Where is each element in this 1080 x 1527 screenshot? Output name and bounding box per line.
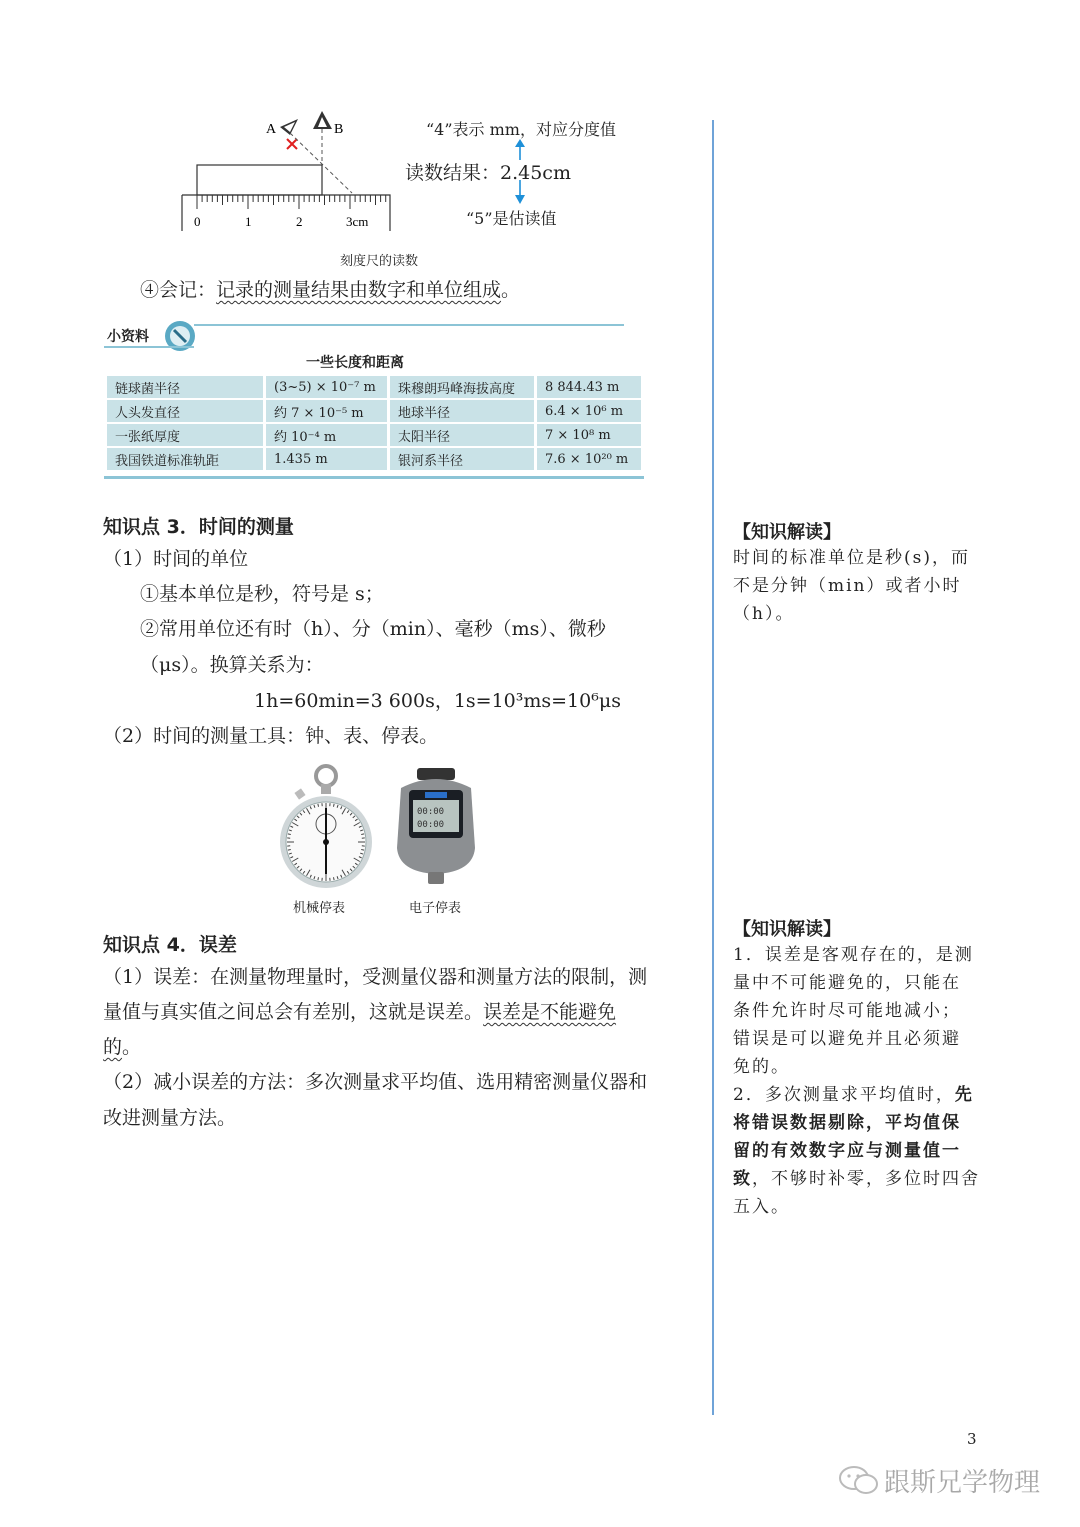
sidebar2-line: 五入。 <box>733 1197 790 1217</box>
section3-formula: 1h=60min=3 600s，1s=10³ms=10⁶μs <box>254 690 621 712</box>
note-top: “4”表示 mm，对应分度值 <box>426 120 616 139</box>
section3-p1: （1）时间的单位 <box>103 548 249 570</box>
table-cell: 人头发直径 <box>107 400 263 422</box>
step4-text <box>140 273 520 308</box>
sidebar2-bold: 致 <box>733 1169 752 1189</box>
dial-tick <box>361 834 364 835</box>
section4-p2b: 误差是不能避免 <box>483 1001 617 1023</box>
sidebar2-bold: 留的有效数字应与测量值一 <box>733 1141 961 1161</box>
watermark-text: 跟斯兄学物理 <box>884 1468 1041 1498</box>
sidebar-note-1 <box>733 518 983 628</box>
length-table <box>104 374 644 479</box>
step4-suffix: 。 <box>501 279 521 301</box>
dial-tick <box>333 804 334 807</box>
table-cell: 太阳半径 <box>390 424 534 446</box>
caption-mechanical: 机械停表 <box>293 901 346 916</box>
table-cell: 1.435 m <box>266 448 387 470</box>
sidebar2-line: 量中不可能避免的，只能在 <box>733 973 961 993</box>
label-a: A <box>266 122 277 137</box>
section4-p2a: 量值与真实值之间总会有差别，这就是误差。 <box>103 1001 484 1023</box>
page-number: 3 <box>967 1430 977 1448</box>
table-cell: 约 7 × 10⁻⁵ m <box>266 400 387 422</box>
eye-a-icon <box>280 119 298 135</box>
section4-p2 <box>103 995 616 1030</box>
dial-tick <box>318 877 319 880</box>
svg-text:00:00: 00:00 <box>417 820 445 830</box>
wechat-icon <box>838 1464 880 1496</box>
measured-object <box>197 165 322 195</box>
table-cell: 约 10⁻⁴ m <box>266 424 387 446</box>
step4-underlined: 记录的测量结果由数字和单位组成 <box>216 279 502 301</box>
sidebar2-text: ，不够时补零，多位时四舍 <box>752 1169 980 1189</box>
section4-title: 知识点 4．误差 <box>103 934 237 956</box>
section3-title: 知识点 3．时间的测量 <box>103 516 294 538</box>
tick-1: 1 <box>245 214 252 229</box>
section4-p3 <box>103 1030 141 1065</box>
sidebar1-head: 【知识解读】 <box>733 522 841 543</box>
mechanical-stopwatch-icon <box>276 762 376 892</box>
caption-electronic: 电子停表 <box>409 901 462 916</box>
table-cell: 7.6 × 10²⁰ m <box>537 448 641 470</box>
dial-tick <box>361 849 364 850</box>
table-cell: (3~5) × 10⁻⁷ m <box>266 376 387 398</box>
reading-result: 读数结果：2.45cm <box>405 162 571 184</box>
eye-b-icon <box>313 111 332 129</box>
sidebar1-line: 不是分钟（min）或者小时 <box>733 576 962 596</box>
sidebar2-bold: 先 <box>954 1085 974 1105</box>
sidebar2-bold: 将错误数据剔除，平均值保 <box>733 1113 961 1133</box>
tick-2: 2 <box>296 214 303 229</box>
table-cell: 地球半径 <box>390 400 534 422</box>
note-bottom: “5”是估读值 <box>466 209 557 228</box>
table-cell: 6.4 × 10⁶ m <box>537 400 641 422</box>
tick-3cm: 3cm <box>346 214 369 229</box>
table-cell: 珠穆朗玛峰海拔高度 <box>390 376 534 398</box>
section4-p5: 改进测量方法。 <box>103 1107 237 1129</box>
table-row <box>107 448 641 470</box>
dial-tick <box>288 834 291 835</box>
watermark <box>838 1462 1048 1498</box>
table-cell: 银河系半径 <box>390 448 534 470</box>
electronic-stopwatch-icon <box>395 768 477 888</box>
tick-0: 0 <box>194 214 201 229</box>
section4-p3b: 。 <box>122 1036 142 1058</box>
sidebar2-line: 条件允许时尽可能地减小； <box>733 1001 961 1021</box>
info-badge: 小资料 <box>107 329 149 345</box>
sidebar2-line: 错误是可以避免并且必须避 <box>733 1029 961 1049</box>
section3-p2: ①基本单位是秒，符号是 s； <box>140 583 384 605</box>
table-cell: 我国铁道标准轨距 <box>107 448 263 470</box>
dial-tick <box>333 877 334 880</box>
sidebar2-head: 【知识解读】 <box>733 919 841 940</box>
sidebar2-line <box>733 1081 983 1109</box>
sidebar2-text: 2．多次测量求平均值时， <box>733 1085 955 1105</box>
section4-p1: （1）误差：在测量物理量时，受测量仪器和测量方法的限制，测 <box>103 966 648 988</box>
table-cell: 7 × 10⁸ m <box>537 424 641 446</box>
section3-p4: （μs）。换算关系为： <box>140 654 324 676</box>
step4-prefix: ④会记： <box>140 279 217 301</box>
table-cell: 一张纸厚度 <box>107 424 263 446</box>
sidebar2-line: 免的。 <box>733 1057 790 1077</box>
ruler-diagram <box>170 105 410 240</box>
table-row <box>107 376 641 398</box>
sidebar2-line: 1．误差是客观存在的，是测 <box>733 945 974 965</box>
sidebar-divider <box>712 120 714 1415</box>
section4-p4: （2）减小误差的方法：多次测量求平均值、选用精密测量仪器和 <box>103 1071 648 1093</box>
dial-tick <box>288 849 291 850</box>
section4-p3a: 的 <box>103 1036 123 1058</box>
label-b: B <box>334 122 344 137</box>
dial-tick <box>318 804 319 807</box>
info-box-title: 一些长度和距离 <box>306 355 404 371</box>
cross-mark-icon <box>287 139 297 149</box>
sidebar2-line <box>733 1165 983 1193</box>
table-cell: 链球菌半径 <box>107 376 263 398</box>
table-row <box>107 424 641 446</box>
ruler-caption: 刻度尺的读数 <box>340 254 419 269</box>
sidebar1-line: （h）。 <box>733 604 795 624</box>
svg-text:00:00: 00:00 <box>417 807 445 817</box>
table-row <box>107 400 641 422</box>
section3-p3: ②常用单位还有时（h）、分（min）、毫秒（ms）、微秒 <box>140 618 606 640</box>
section3-p5: （2）时间的测量工具：钟、表、停表。 <box>103 725 439 747</box>
sidebar1-line: 时间的标准单位是秒(s)，而 <box>733 548 970 568</box>
table-cell: 8 844.43 m <box>537 376 641 398</box>
sidebar-note-2 <box>733 915 983 1221</box>
